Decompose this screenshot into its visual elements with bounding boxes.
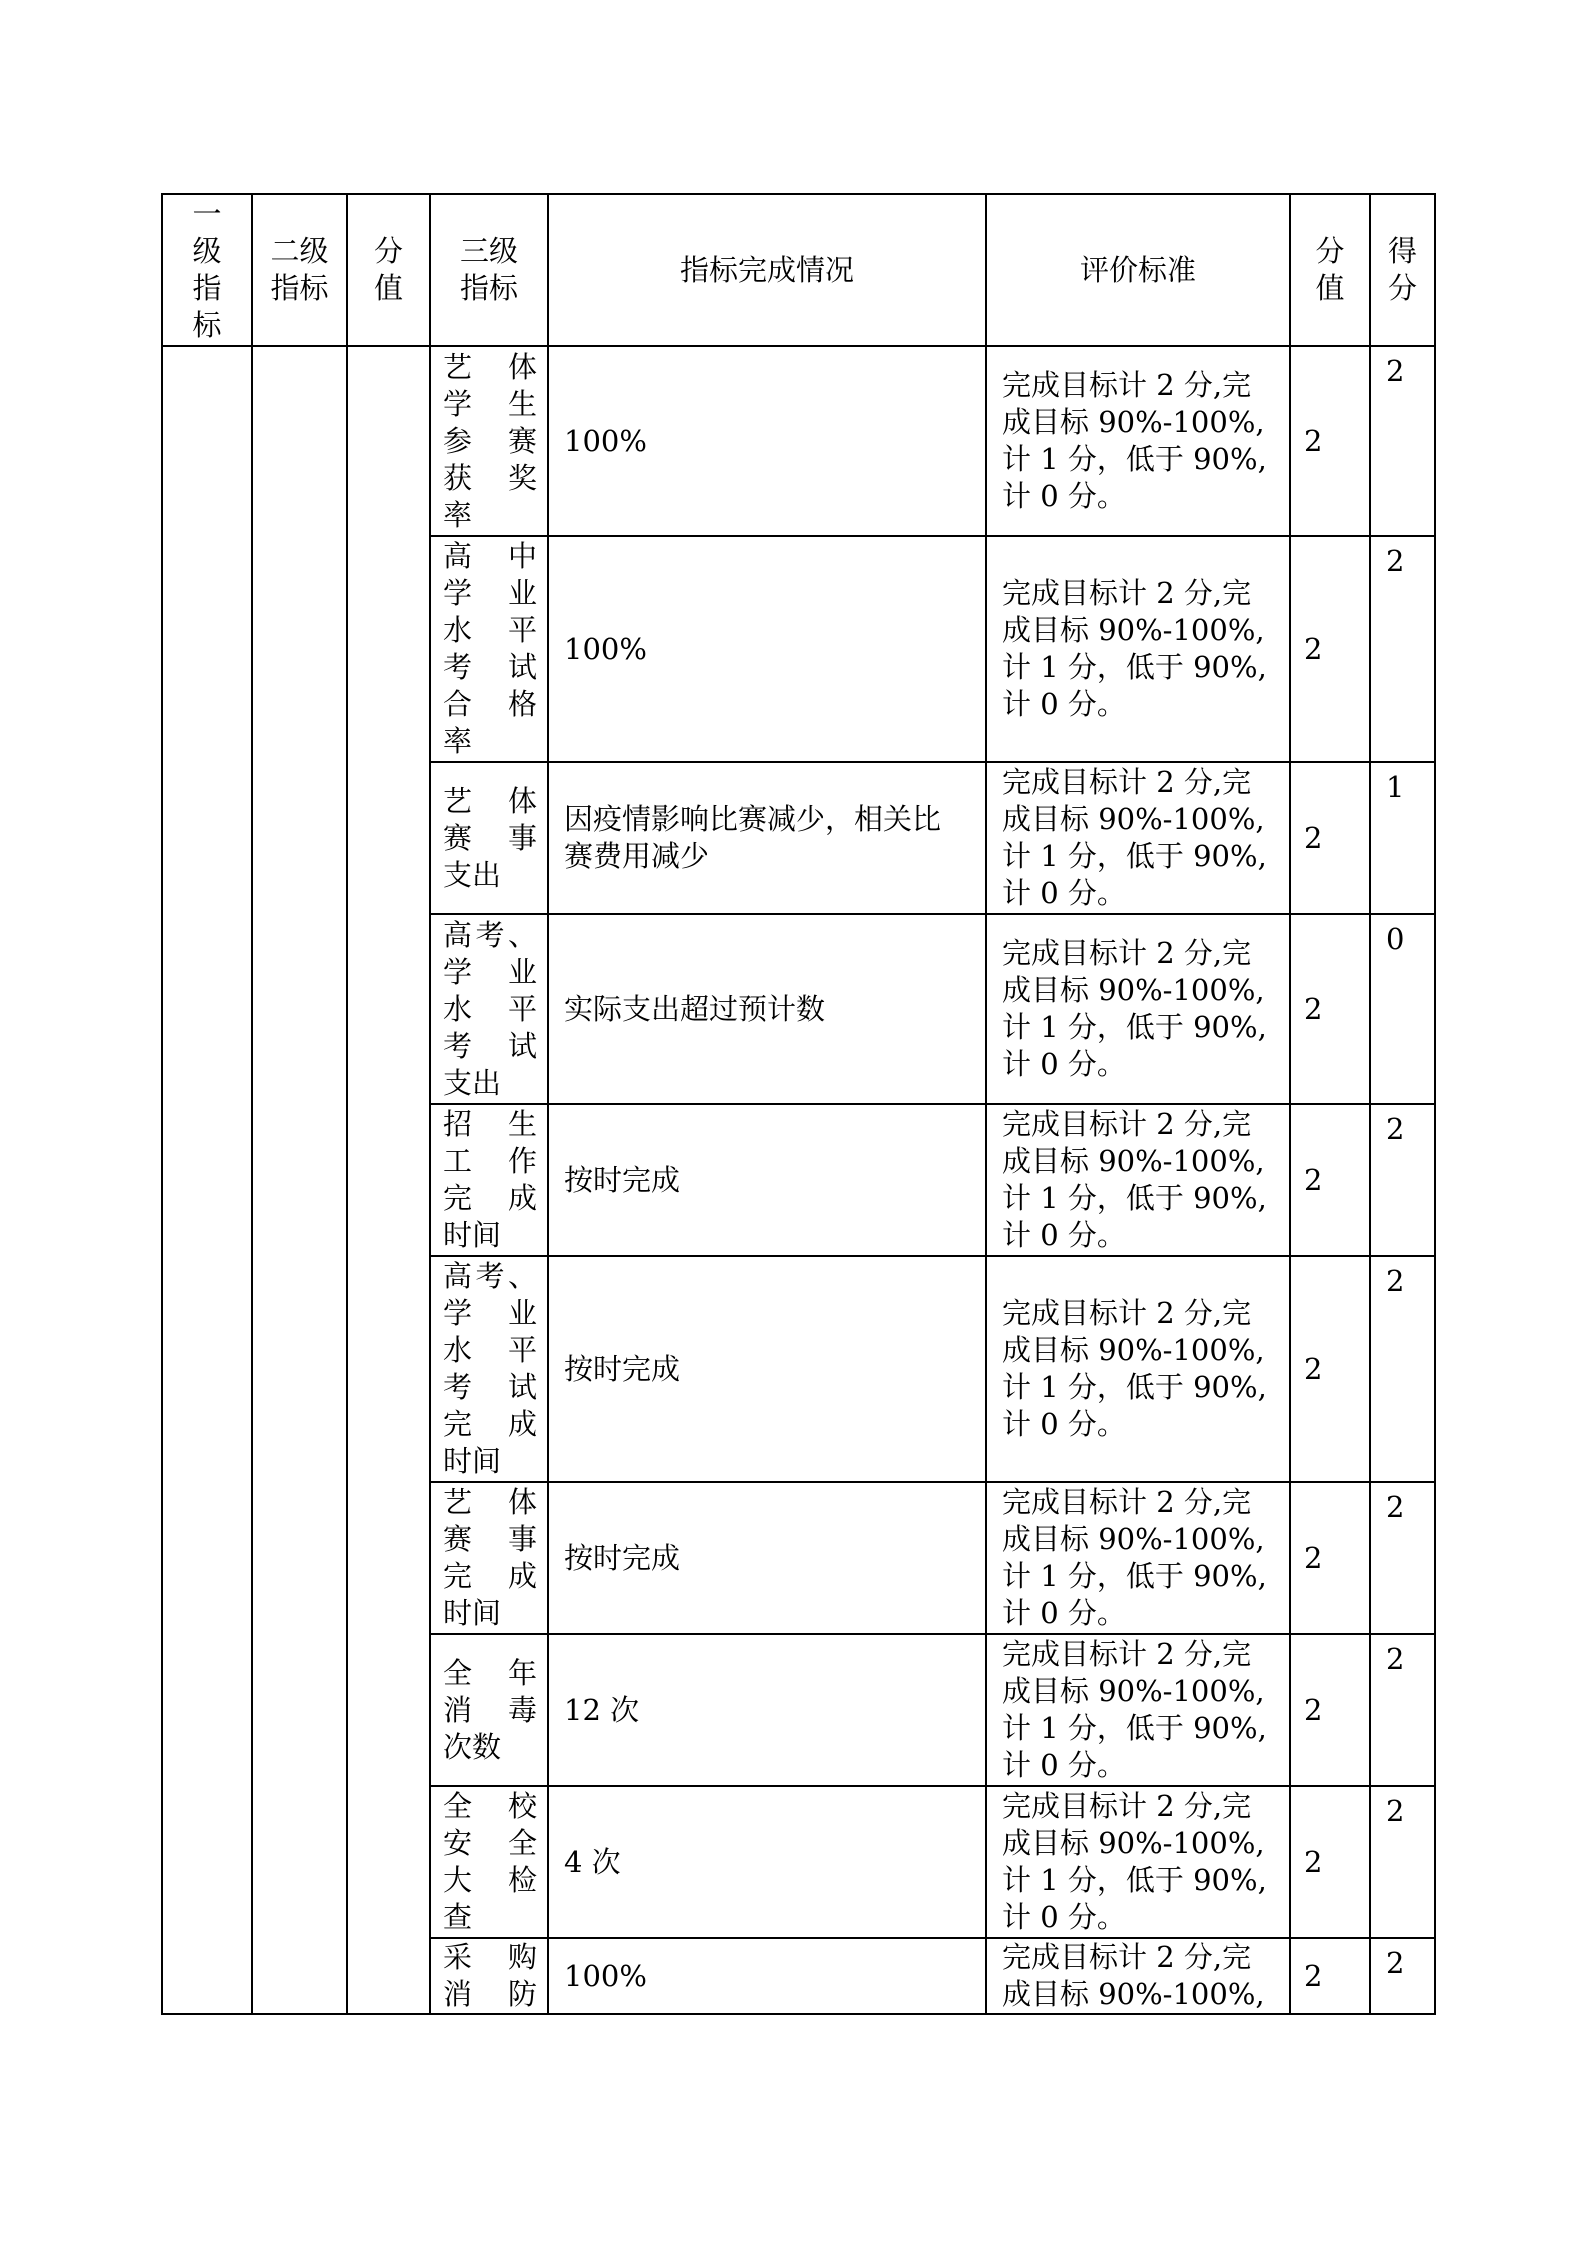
criteria-cell xyxy=(986,1786,1290,1938)
indicator-line: 高 中 xyxy=(443,539,537,573)
completion-text: 100% xyxy=(564,1958,647,1993)
criteria-line: 计 0 分。 xyxy=(1002,1218,1126,1252)
indicator-line: 艺 体 xyxy=(443,349,537,384)
criteria-line: 成目标 90%-100%, xyxy=(1002,1522,1265,1556)
criteria-line: 成目标 90%-100%, xyxy=(1002,1674,1265,1708)
value-cell: 2 xyxy=(1290,762,1370,914)
header-level2-line: 二级 xyxy=(270,234,329,268)
value-cell: 2 xyxy=(1290,914,1370,1104)
criteria-cell xyxy=(986,1256,1290,1482)
level3-indicator-cell xyxy=(430,914,548,1104)
indicator-line: 参 赛 xyxy=(443,423,537,458)
criteria-line: 计 1 分，低于 90%, xyxy=(1002,1711,1267,1745)
criteria-line: 完成目标计 2 分,完 xyxy=(1002,765,1252,799)
criteria-line: 计 1 分，低于 90%, xyxy=(1002,839,1267,873)
header-value-a-text xyxy=(348,233,429,307)
completion-cell xyxy=(548,536,986,762)
level3-indicator-cell xyxy=(430,1938,548,2014)
header-level2-line: 指标 xyxy=(270,271,329,305)
completion-text: 按时完成 xyxy=(564,1351,681,1386)
indicator-line: 学 业 xyxy=(443,1296,537,1330)
criteria-cell xyxy=(986,914,1290,1104)
evaluation-table xyxy=(161,193,1436,2015)
indicator-line: 支出 xyxy=(443,1065,502,1100)
indicator-line: 赛 事 xyxy=(443,1522,537,1556)
completion-cell xyxy=(548,1938,986,2014)
completion-text: 按时完成 xyxy=(564,1162,681,1197)
criteria-line: 计 0 分。 xyxy=(1002,1596,1126,1630)
completion-text: 100% xyxy=(564,423,647,458)
level2-cell xyxy=(252,346,347,2014)
criteria-line: 计 1 分，低于 90%, xyxy=(1002,1559,1267,1593)
indicator-line: 完 成 xyxy=(443,1559,537,1593)
completion-cell xyxy=(548,346,986,536)
header-level2 xyxy=(252,194,347,346)
value-cell: 2 xyxy=(1290,1634,1370,1786)
header-value-b-line: 分 xyxy=(1315,234,1345,268)
level3-indicator-cell xyxy=(430,1256,548,1482)
indicator-line: 艺 体 xyxy=(443,1485,537,1519)
header-level1-line: 级 xyxy=(192,234,222,268)
header-value-a-line: 值 xyxy=(373,271,403,305)
criteria-line: 计 0 分。 xyxy=(1002,1748,1126,1782)
level3-indicator-cell xyxy=(430,346,548,536)
criteria-cell xyxy=(986,1634,1290,1786)
indicator-line: 考 试 xyxy=(443,650,537,684)
indicator-line: 安 全 xyxy=(443,1826,537,1860)
completion-cell xyxy=(548,1634,986,1786)
value-cell: 2 xyxy=(1290,346,1370,536)
criteria-cell xyxy=(986,346,1290,536)
value-cell: 2 xyxy=(1290,1786,1370,1938)
completion-cell xyxy=(548,762,986,914)
header-score xyxy=(1370,194,1435,346)
header-score-line: 得 xyxy=(1387,234,1417,268)
level3-indicator-cell xyxy=(430,1482,548,1634)
indicator-line: 全 校 xyxy=(443,1789,537,1823)
indicator-line: 工 作 xyxy=(443,1144,537,1178)
header-criteria xyxy=(986,194,1290,346)
criteria-cell xyxy=(986,1104,1290,1256)
indicator-line: 高考、 xyxy=(443,917,537,952)
indicator-line: 采 购 xyxy=(443,1940,537,1974)
indicator-line: 高考、 xyxy=(443,1259,537,1293)
indicator-line: 艺 体 xyxy=(443,783,537,818)
criteria-line: 计 0 分。 xyxy=(1002,479,1126,513)
level3-indicator-cell xyxy=(430,1634,548,1786)
criteria-line: 成目标 90%-100%, xyxy=(1002,613,1265,647)
indicator-line: 合 格 xyxy=(443,687,537,721)
indicator-line: 完 成 xyxy=(443,1181,537,1215)
indicator-line: 考 试 xyxy=(443,1370,537,1404)
score-cell: 2 xyxy=(1370,1786,1435,1938)
indicator-line: 完 成 xyxy=(443,1407,537,1441)
header-value-b-line: 值 xyxy=(1315,271,1345,305)
indicator-line: 赛 事 xyxy=(443,820,537,855)
value-cell: 2 xyxy=(1290,536,1370,762)
completion-text: 按时完成 xyxy=(564,1540,681,1575)
criteria-line: 计 1 分，低于 90%, xyxy=(1002,650,1267,684)
score-cell: 2 xyxy=(1370,346,1435,536)
completion-cell xyxy=(548,914,986,1104)
indicator-line: 率 xyxy=(443,497,473,532)
criteria-line: 计 0 分。 xyxy=(1002,1900,1126,1934)
indicator-line: 水 平 xyxy=(443,1333,537,1367)
criteria-line: 完成目标计 2 分,完 xyxy=(1002,1637,1252,1671)
indicator-line: 查 xyxy=(443,1900,473,1934)
header-value-a-line: 分 xyxy=(373,234,403,268)
indicator-line: 招 生 xyxy=(443,1107,537,1141)
completion-text: 4 次 xyxy=(564,1844,621,1879)
header-score-text xyxy=(1371,233,1434,307)
criteria-line: 完成目标计 2 分,完 xyxy=(1002,1940,1252,1974)
level3-indicator-cell xyxy=(430,1104,548,1256)
header-level1-line: 一 xyxy=(192,197,222,231)
criteria-line: 完成目标计 2 分,完 xyxy=(1002,1107,1252,1141)
criteria-line: 成目标 90%-100%, xyxy=(1002,1333,1265,1367)
table-row xyxy=(162,346,1435,536)
criteria-line: 完成目标计 2 分,完 xyxy=(1002,576,1252,610)
header-value-b-text xyxy=(1291,233,1369,307)
score-cell: 1 xyxy=(1370,762,1435,914)
score-cell: 2 xyxy=(1370,536,1435,762)
indicator-line: 时间 xyxy=(443,1218,502,1252)
score-cell: 2 xyxy=(1370,1256,1435,1482)
criteria-line: 计 0 分。 xyxy=(1002,876,1126,910)
header-level3-text xyxy=(431,233,547,307)
criteria-line: 成目标 90%-100%, xyxy=(1002,1144,1265,1178)
completion-cell xyxy=(548,1256,986,1482)
criteria-line: 计 1 分，低于 90%, xyxy=(1002,1181,1267,1215)
indicator-line: 考 试 xyxy=(443,1028,537,1063)
score-cell: 2 xyxy=(1370,1482,1435,1634)
indicator-line: 消 毒 xyxy=(443,1692,537,1727)
score-cell: 2 xyxy=(1370,1634,1435,1786)
header-level1 xyxy=(162,194,252,346)
criteria-line: 计 0 分。 xyxy=(1002,687,1126,721)
criteria-line: 计 0 分。 xyxy=(1002,1047,1126,1081)
header-level3-line: 指标 xyxy=(459,271,518,305)
level1-cell xyxy=(162,346,252,2014)
score-cell: 2 xyxy=(1370,1104,1435,1256)
indicator-line: 学 业 xyxy=(443,576,537,610)
header-completion-text: 指标完成情况 xyxy=(679,252,854,287)
indicator-line: 次数 xyxy=(443,1729,502,1764)
criteria-cell xyxy=(986,536,1290,762)
indicator-line: 消 防 xyxy=(443,1977,537,2011)
completion-cell xyxy=(548,1104,986,1256)
level3-indicator-cell xyxy=(430,1786,548,1938)
header-level1-text xyxy=(163,196,251,344)
indicator-line: 获 奖 xyxy=(443,460,537,495)
value-cell: 2 xyxy=(1290,1938,1370,2014)
indicator-line: 时间 xyxy=(443,1596,502,1630)
criteria-line: 完成目标计 2 分,完 xyxy=(1002,936,1252,970)
completion-cell xyxy=(548,1482,986,1634)
header-level1-line: 标 xyxy=(192,308,222,342)
criteria-line: 成目标 90%-100%, xyxy=(1002,1826,1265,1860)
header-level3 xyxy=(430,194,548,346)
criteria-line: 完成目标计 2 分,完 xyxy=(1002,1789,1252,1823)
value-cell: 2 xyxy=(1290,1482,1370,1634)
criteria-line: 成目标 90%-100%, xyxy=(1002,802,1265,836)
score-cell: 0 xyxy=(1370,914,1435,1104)
indicator-line: 水 平 xyxy=(443,613,537,647)
value-cell: 2 xyxy=(1290,1104,1370,1256)
indicator-line: 率 xyxy=(443,724,473,758)
completion-text: 实际支出超过预计数 xyxy=(564,991,826,1026)
criteria-cell xyxy=(986,762,1290,914)
level3-indicator-cell xyxy=(430,536,548,762)
indicator-line: 时间 xyxy=(443,1444,502,1478)
criteria-cell xyxy=(986,1482,1290,1634)
criteria-line: 计 1 分，低于 90%, xyxy=(1002,1010,1267,1044)
value-a-cell xyxy=(347,346,430,2014)
header-completion xyxy=(548,194,986,346)
completion-text: 12 次 xyxy=(564,1692,640,1727)
completion-cell xyxy=(548,1786,986,1938)
indicator-line: 大 检 xyxy=(443,1863,537,1897)
header-score-line: 分 xyxy=(1387,271,1417,305)
criteria-line: 计 1 分，低于 90%, xyxy=(1002,1863,1267,1897)
table-body xyxy=(162,346,1435,2014)
criteria-line: 计 1 分，低于 90%, xyxy=(1002,442,1267,476)
header-criteria-text: 评价标准 xyxy=(1079,252,1196,287)
criteria-cell xyxy=(986,1938,1290,2014)
criteria-line: 完成目标计 2 分,完 xyxy=(1002,1296,1252,1330)
criteria-line: 成目标 90%-100%, xyxy=(1002,1977,1265,2011)
indicator-line: 学 业 xyxy=(443,954,537,989)
criteria-line: 完成目标计 2 分,完 xyxy=(1002,1485,1252,1519)
indicator-line: 全 年 xyxy=(443,1655,537,1690)
header-level2-text xyxy=(253,233,346,307)
indicator-line: 水 平 xyxy=(443,991,537,1026)
indicator-line: 学 生 xyxy=(443,386,537,421)
criteria-line: 计 1 分，低于 90%, xyxy=(1002,1370,1267,1404)
criteria-line: 成目标 90%-100%, xyxy=(1002,973,1265,1007)
header-level1-line: 指 xyxy=(192,271,222,305)
header-level3-line: 三级 xyxy=(459,234,518,268)
criteria-line: 成目标 90%-100%, xyxy=(1002,405,1265,439)
header-row xyxy=(162,194,1435,346)
level3-indicator-cell xyxy=(430,762,548,914)
completion-line: 因疫情影响比赛减少，相关比 xyxy=(564,802,942,836)
value-cell: 2 xyxy=(1290,1256,1370,1482)
completion-line: 赛费用减少 xyxy=(564,839,710,873)
header-value-b xyxy=(1290,194,1370,346)
indicator-line: 支出 xyxy=(443,857,502,892)
score-cell: 2 xyxy=(1370,1938,1435,2014)
criteria-line: 计 0 分。 xyxy=(1002,1407,1126,1441)
completion-text: 100% xyxy=(564,631,647,666)
header-value-a xyxy=(347,194,430,346)
criteria-line: 完成目标计 2 分,完 xyxy=(1002,368,1252,402)
